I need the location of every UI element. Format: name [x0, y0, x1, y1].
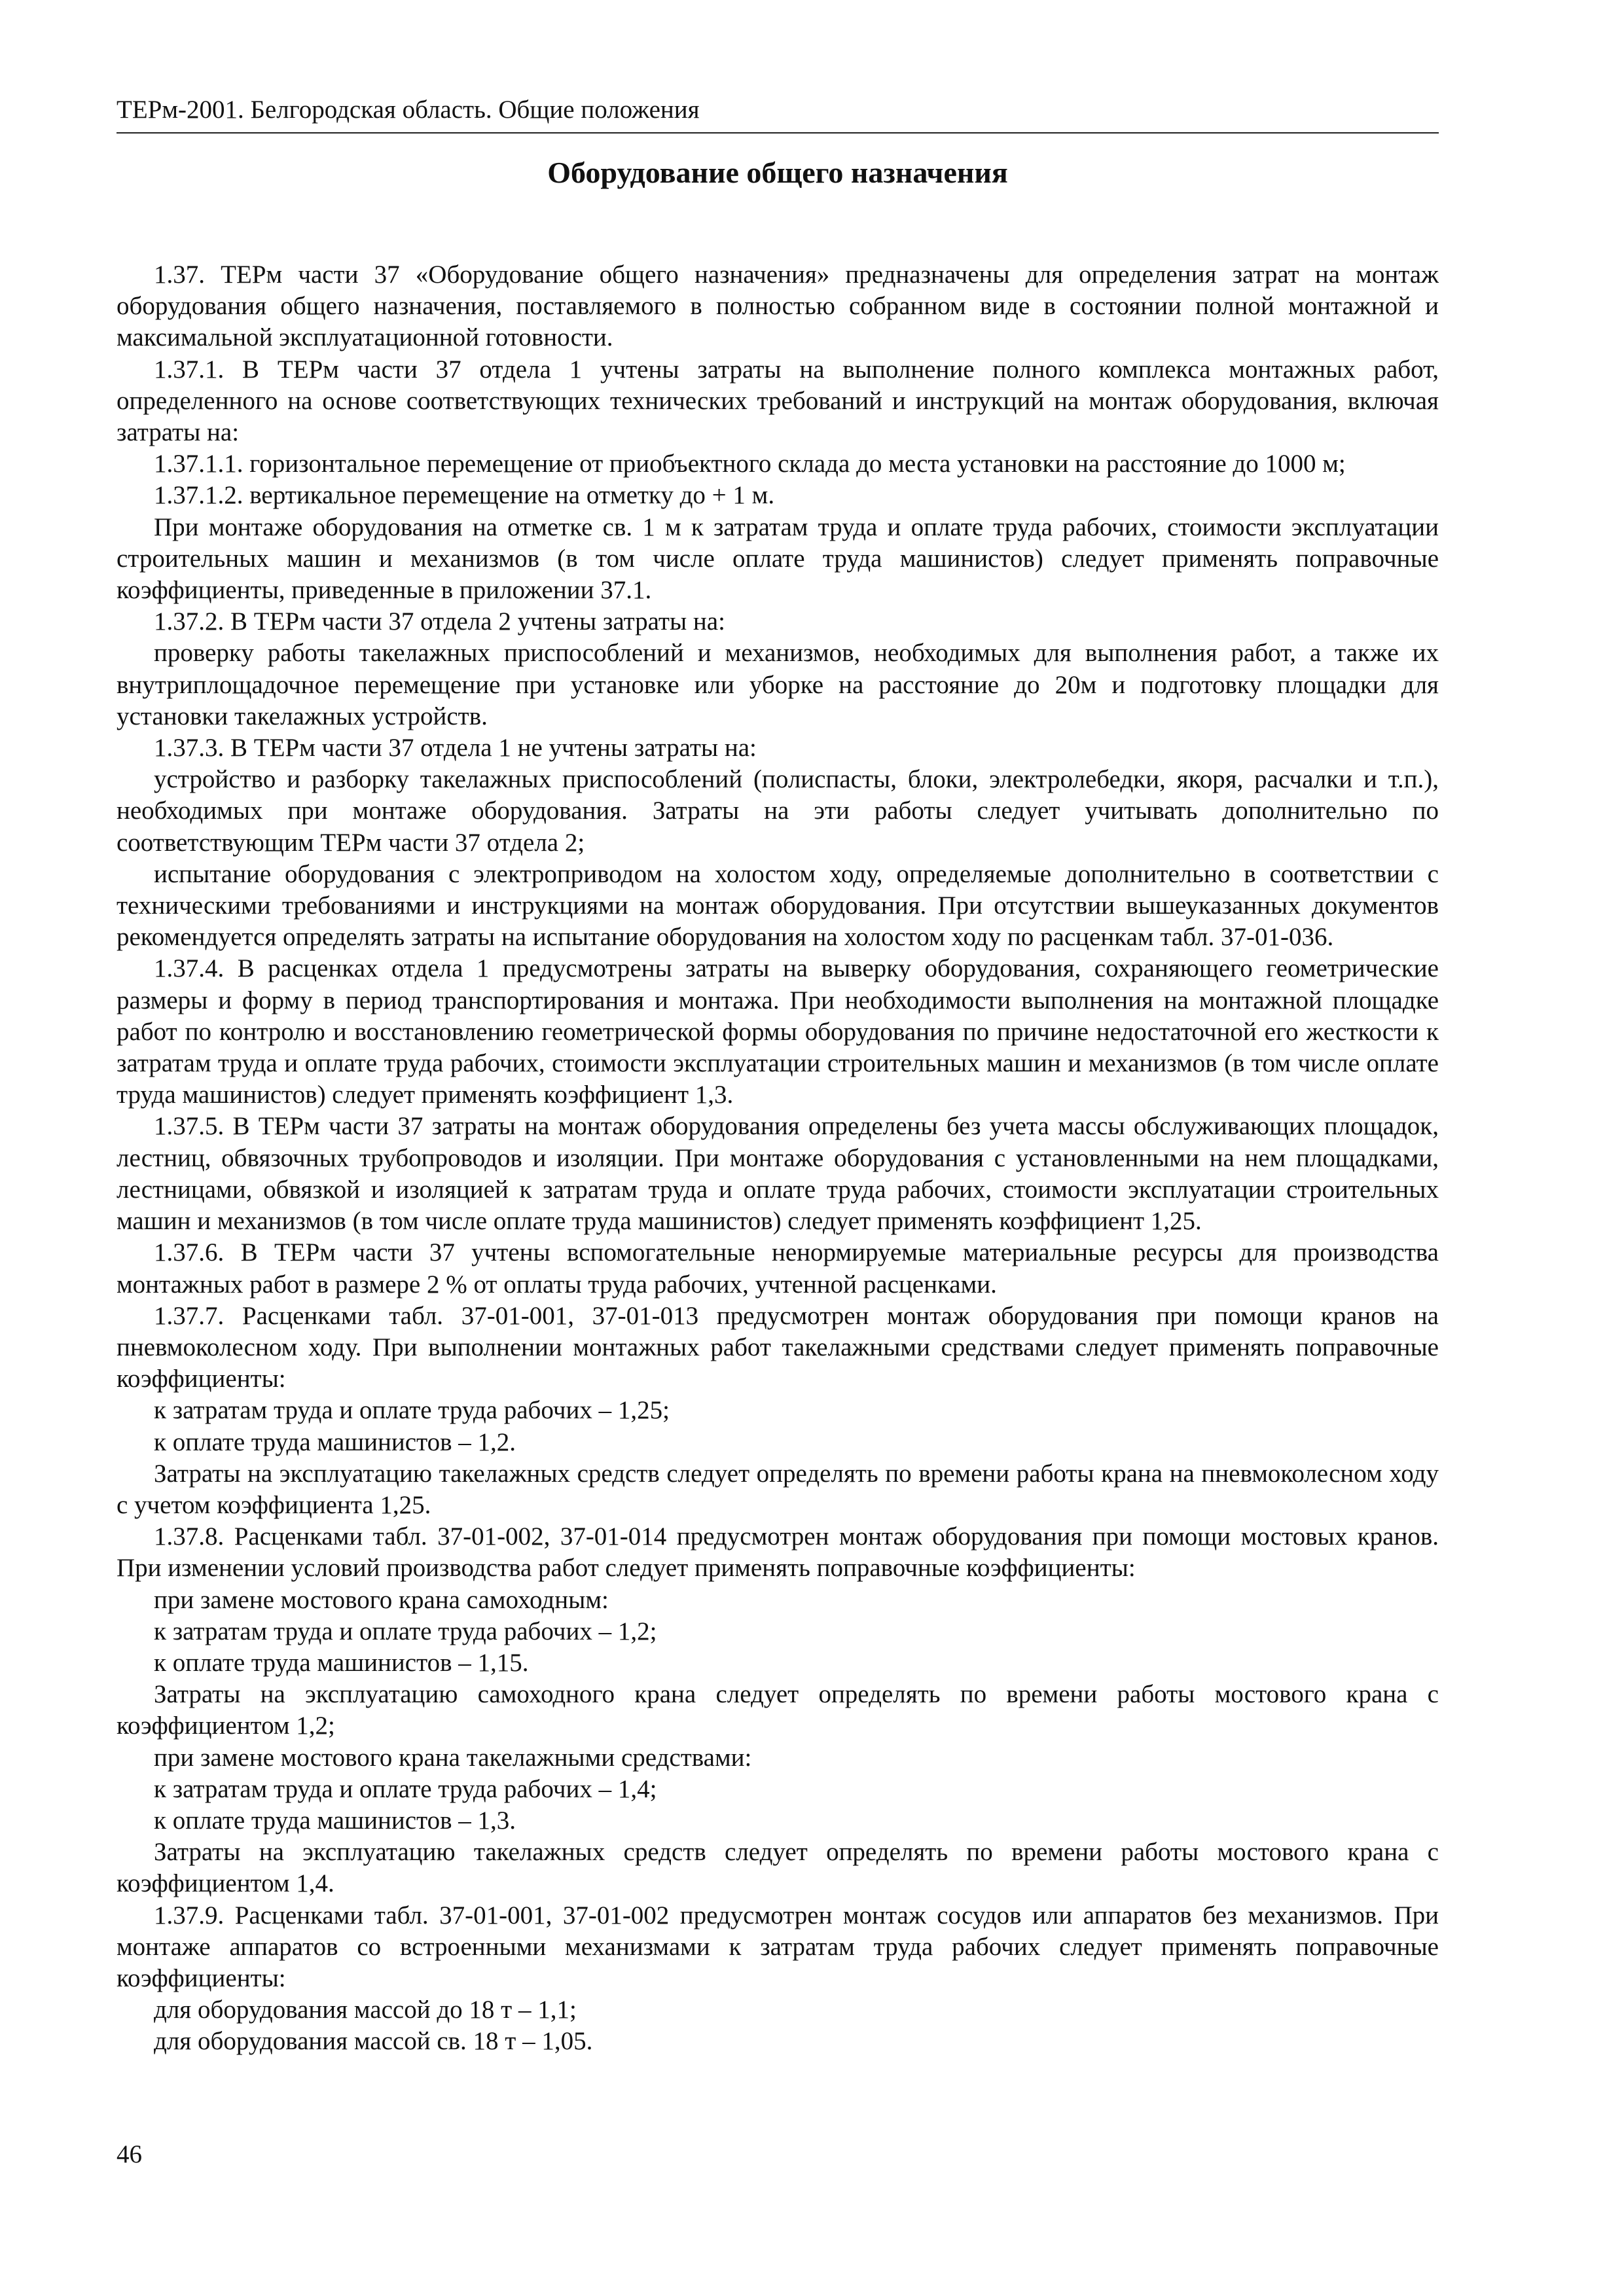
paragraph-rigging-cost: Затраты на эксплуатацию такелажных средств следует определять по времени работы крана на пневмоколесном ходу с учетом коэффициента 1,25. [117, 1459, 1439, 1519]
list-item-condition: при замене мостового крана такелажными средствами: [154, 1743, 752, 1772]
paragraph-1-37: 1.37. ТЕРм части 37 «Оборудование общего назначения» предназначены для определения затрат на монтаж оборудования общего назначения, поставляемого в полностью собранном виде в состоянии полной монтажной и максимальной эксплуатационной готовности. [117, 260, 1439, 352]
paragraph-1-37-3: 1.37.3. В ТЕРм части 37 отдела 1 не учтены затраты на: [154, 734, 757, 762]
paragraph-1-37-1-1: 1.37.1.1. горизонтальное перемещение от приобъектного склада до места установки на расстояние до 1000 м; [154, 450, 1346, 478]
body-text [117, 259, 1439, 2058]
paragraph-idle-testing: испытание оборудования с электроприводом на холостом ходу, определяемые дополнительно в соответствии с техническими требованиями и инструкциями на монтаж оборудования. При отсутствии вышеуказанных документов рекомендуется определять затраты на испытание оборудования на холостом ходу по расценкам табл. 37-01-036. [117, 859, 1439, 952]
page-number: 46 [117, 2140, 142, 2168]
paragraph-1-37-1-2: 1.37.1.2. вертикальное перемещение на отметку до + 1 м. [154, 481, 775, 510]
list-item-coefficient: для оборудования массой до 18 т – 1,1; [154, 1996, 577, 2024]
paragraph-elevation-note: При монтаже оборудования на отметке св. 1 м к затратам труда и оплате труда рабочих, стоимости эксплуатации строительных машин и механизмов (в том числе оплате труда машинистов) следует применять поправочные коэффициенты, приведенные в приложении 37.1. [117, 512, 1439, 605]
list-item-coefficient: для оборудования массой св. 18 т – 1,05. [154, 2027, 593, 2056]
list-item-condition: при замене мостового крана самоходным: [154, 1585, 609, 1614]
paragraph-1-37-6: 1.37.6. В ТЕРм части 37 учтены вспомогательные ненормируемые материальные ресурсы для производства монтажных работ в размере 2 % от оплаты труда рабочих, учтенной расценками. [117, 1238, 1439, 1299]
paragraph-1-37-9: 1.37.9. Расценками табл. 37-01-001, 37-01-002 предусмотрен монтаж сосудов или аппаратов без механизмов. При монтаже аппаратов со встроенными механизмами к затратам труда рабочих следует применять поправочные коэффициенты: [117, 1901, 1439, 1992]
paragraph-1-37-7: 1.37.7. Расценками табл. 37-01-001, 37-01-013 предусмотрен монтаж оборудования при помощи кранов на пневмоколесном ходу. При выполнении монтажных работ такелажными средствами следует применять поправочные коэффициенты: [117, 1301, 1439, 1393]
section-title: Оборудование общего назначения [547, 156, 1008, 189]
paragraph-1-37-5: 1.37.5. В ТЕРм части 37 затраты на монтаж оборудования определены без учета массы обслуживающих площадок, лестниц, обвязочных трубопроводов и изоляции. При монтаже оборудования с установленными на нем площадками, лестницами, обвязкой и изоляцией к затратам труда и оплате труда рабочих, стоимости эксплуатации строительных машин и механизмов (в том числе оплате труда машинистов) следует применять коэффициент 1,25. [117, 1112, 1439, 1236]
paragraph-1-37-2: 1.37.2. В ТЕРм части 37 отдела 2 учтены затраты на: [154, 607, 725, 636]
list-item-coefficient: к затратам труда и оплате труда рабочих – 1,25; [154, 1396, 670, 1425]
paragraph-rigging-check: проверку работы такелажных приспособлений и механизмов, необходимых для выполнения работ, а также их внутриплощадочное перемещение при установке или уборке на расстояние до 20м и подготовку площадки для установки такелажных устройств. [117, 639, 1439, 730]
list-item-coefficient: к затратам труда и оплате труда рабочих – 1,2; [154, 1617, 657, 1645]
paragraph-1-37-8: 1.37.8. Расценками табл. 37-01-002, 37-01-014 предусмотрен монтаж оборудования при помощи мостовых кранов. При изменении условий производства работ следует применять поправочные коэффициенты: [117, 1522, 1439, 1583]
paragraph-1-37-1: 1.37.1. В ТЕРм части 37 отдела 1 учтены затраты на выполнение полного комплекса монтажных работ, определенного на основе соответствующих технических требований и инструкций на монтаж оборудования, включая затраты на: [117, 355, 1439, 447]
list-item-coefficient: к затратам труда и оплате труда рабочих – 1,4; [154, 1774, 657, 1803]
list-item-coefficient: к оплате труда машинистов – 1,3. [154, 1806, 516, 1835]
paragraph-self-propelled-cost: Затраты на эксплуатацию самоходного крана следует определять по времени работы мостового крана с коэффициентом 1,2; [117, 1680, 1439, 1740]
list-item-coefficient: к оплате труда машинистов – 1,2. [154, 1427, 516, 1456]
list-item-coefficient: к оплате труда машинистов – 1,15. [154, 1648, 529, 1677]
paragraph-rigging-setup: устройство и разборку такелажных приспособлений (полиспасты, блоки, электролебедки, якоря, расчалки и т.п.), необходимых при монтаже оборудования. Затраты на эти работы следует учитывать дополнительно по соответствующим ТЕРм части 37 отдела 2; [117, 765, 1439, 857]
paragraph-rigging-bridge-cost: Затраты на эксплуатацию такелажных средств следует определять по времени работы мостового крана с коэффициентом 1,4. [117, 1838, 1439, 1898]
running-header: ТЕРм-2001. Белгородская область. Общие положения [117, 92, 1439, 134]
paragraph-1-37-4: 1.37.4. В расценках отдела 1 предусмотрены затраты на выверку оборудования, сохраняющего геометрические размеры и форму в период транспортирования и монтажа. При необходимости выполнения на монтажной площадке работ по контролю и восстановлению геометрической формы оборудования по причине недостаточной его жесткости к затратам труда и оплате труда рабочих, стоимости эксплуатации строительных машин и механизмов (в том числе оплате труда машинистов) следует применять коэффициент 1,3. [117, 954, 1439, 1109]
